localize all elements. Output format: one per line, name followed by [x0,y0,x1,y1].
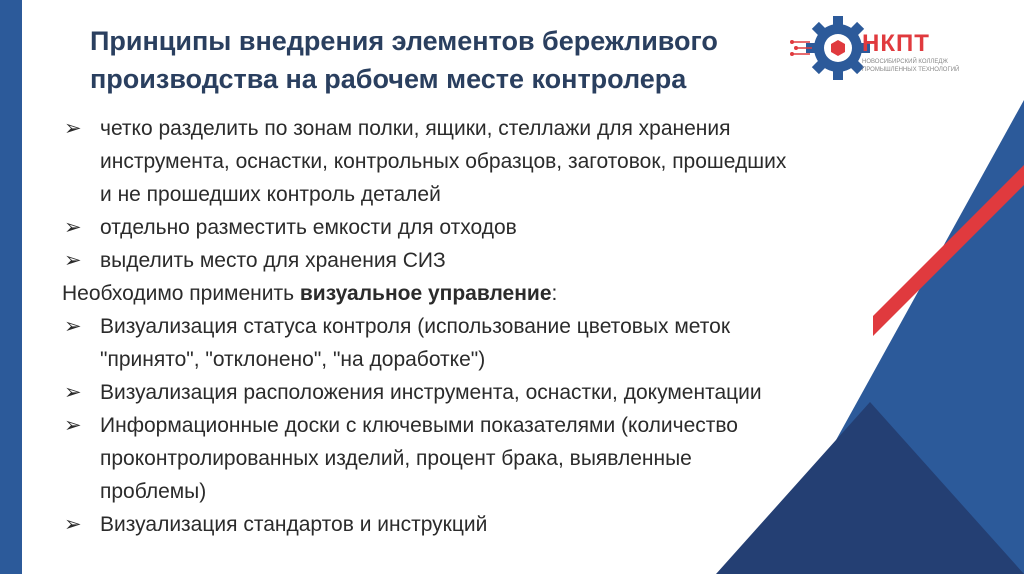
list-item [62,112,962,211]
list-item-line: и не прошедших контроль деталей [100,183,441,206]
arrow-bullet-icon: ➢ [64,117,82,140]
list-item-line: отдельно разместить емкости для отходов [100,216,517,239]
logo-subtitle-line-1: НОВОСИБИРСКИЙ КОЛЛЕДЖ [862,59,948,65]
arrow-bullet-icon: ➢ [64,315,82,338]
visual-management-intro [62,277,962,310]
list-item-line: Визуализация статуса контроля (использование цветовых меток [100,315,730,338]
arrow-bullet-icon: ➢ [64,249,82,272]
list-item [62,244,962,277]
list-item-line: четко разделить по зонам полки, ящики, стеллажи для хранения [100,117,731,140]
logo-subtitle [862,58,997,74]
list-item-line: проконтролированных изделий, процент брака, выявленные [100,447,692,470]
logo-subtitle-line-2: ПРОМЫШЛЕННЫХ ТЕХНОЛОГИЙ [862,67,960,73]
list-item [62,211,962,244]
arrow-bullet-icon: ➢ [64,414,82,437]
content-list [62,112,962,541]
page-title [90,22,790,98]
intro-prefix: Необходимо применить [62,282,300,305]
list-item-line: выделить место для хранения СИЗ [100,249,446,272]
list-item-line: инструмента, оснастки, контрольных образцов, заготовок, прошедших [100,150,787,173]
arrow-bullet-icon: ➢ [64,216,82,239]
list-item-line: "принято", "отклонено", "на доработке") [100,348,486,371]
list-item-line: Визуализация расположения инструмента, оснастки, документации [100,381,762,404]
list-item [62,310,962,376]
intro-suffix: : [551,282,558,305]
list-item [62,409,962,508]
list-item [62,376,962,409]
list-item-line: Информационные доски с ключевыми показателями (количество [100,414,738,437]
list-item-line: проблемы) [100,480,207,503]
arrow-bullet-icon: ➢ [64,381,82,404]
title-line-2: производства на рабочем месте контролера [90,64,687,94]
list-item [62,508,962,541]
list-item-line: Визуализация стандартов и инструкций [100,513,488,536]
title-line-1: Принципы внедрения элементов бережливого [90,26,718,56]
arrow-bullet-icon: ➢ [64,513,82,536]
intro-bold-term: визуальное управление [299,282,552,305]
logo-text: НКПТ [862,30,930,57]
